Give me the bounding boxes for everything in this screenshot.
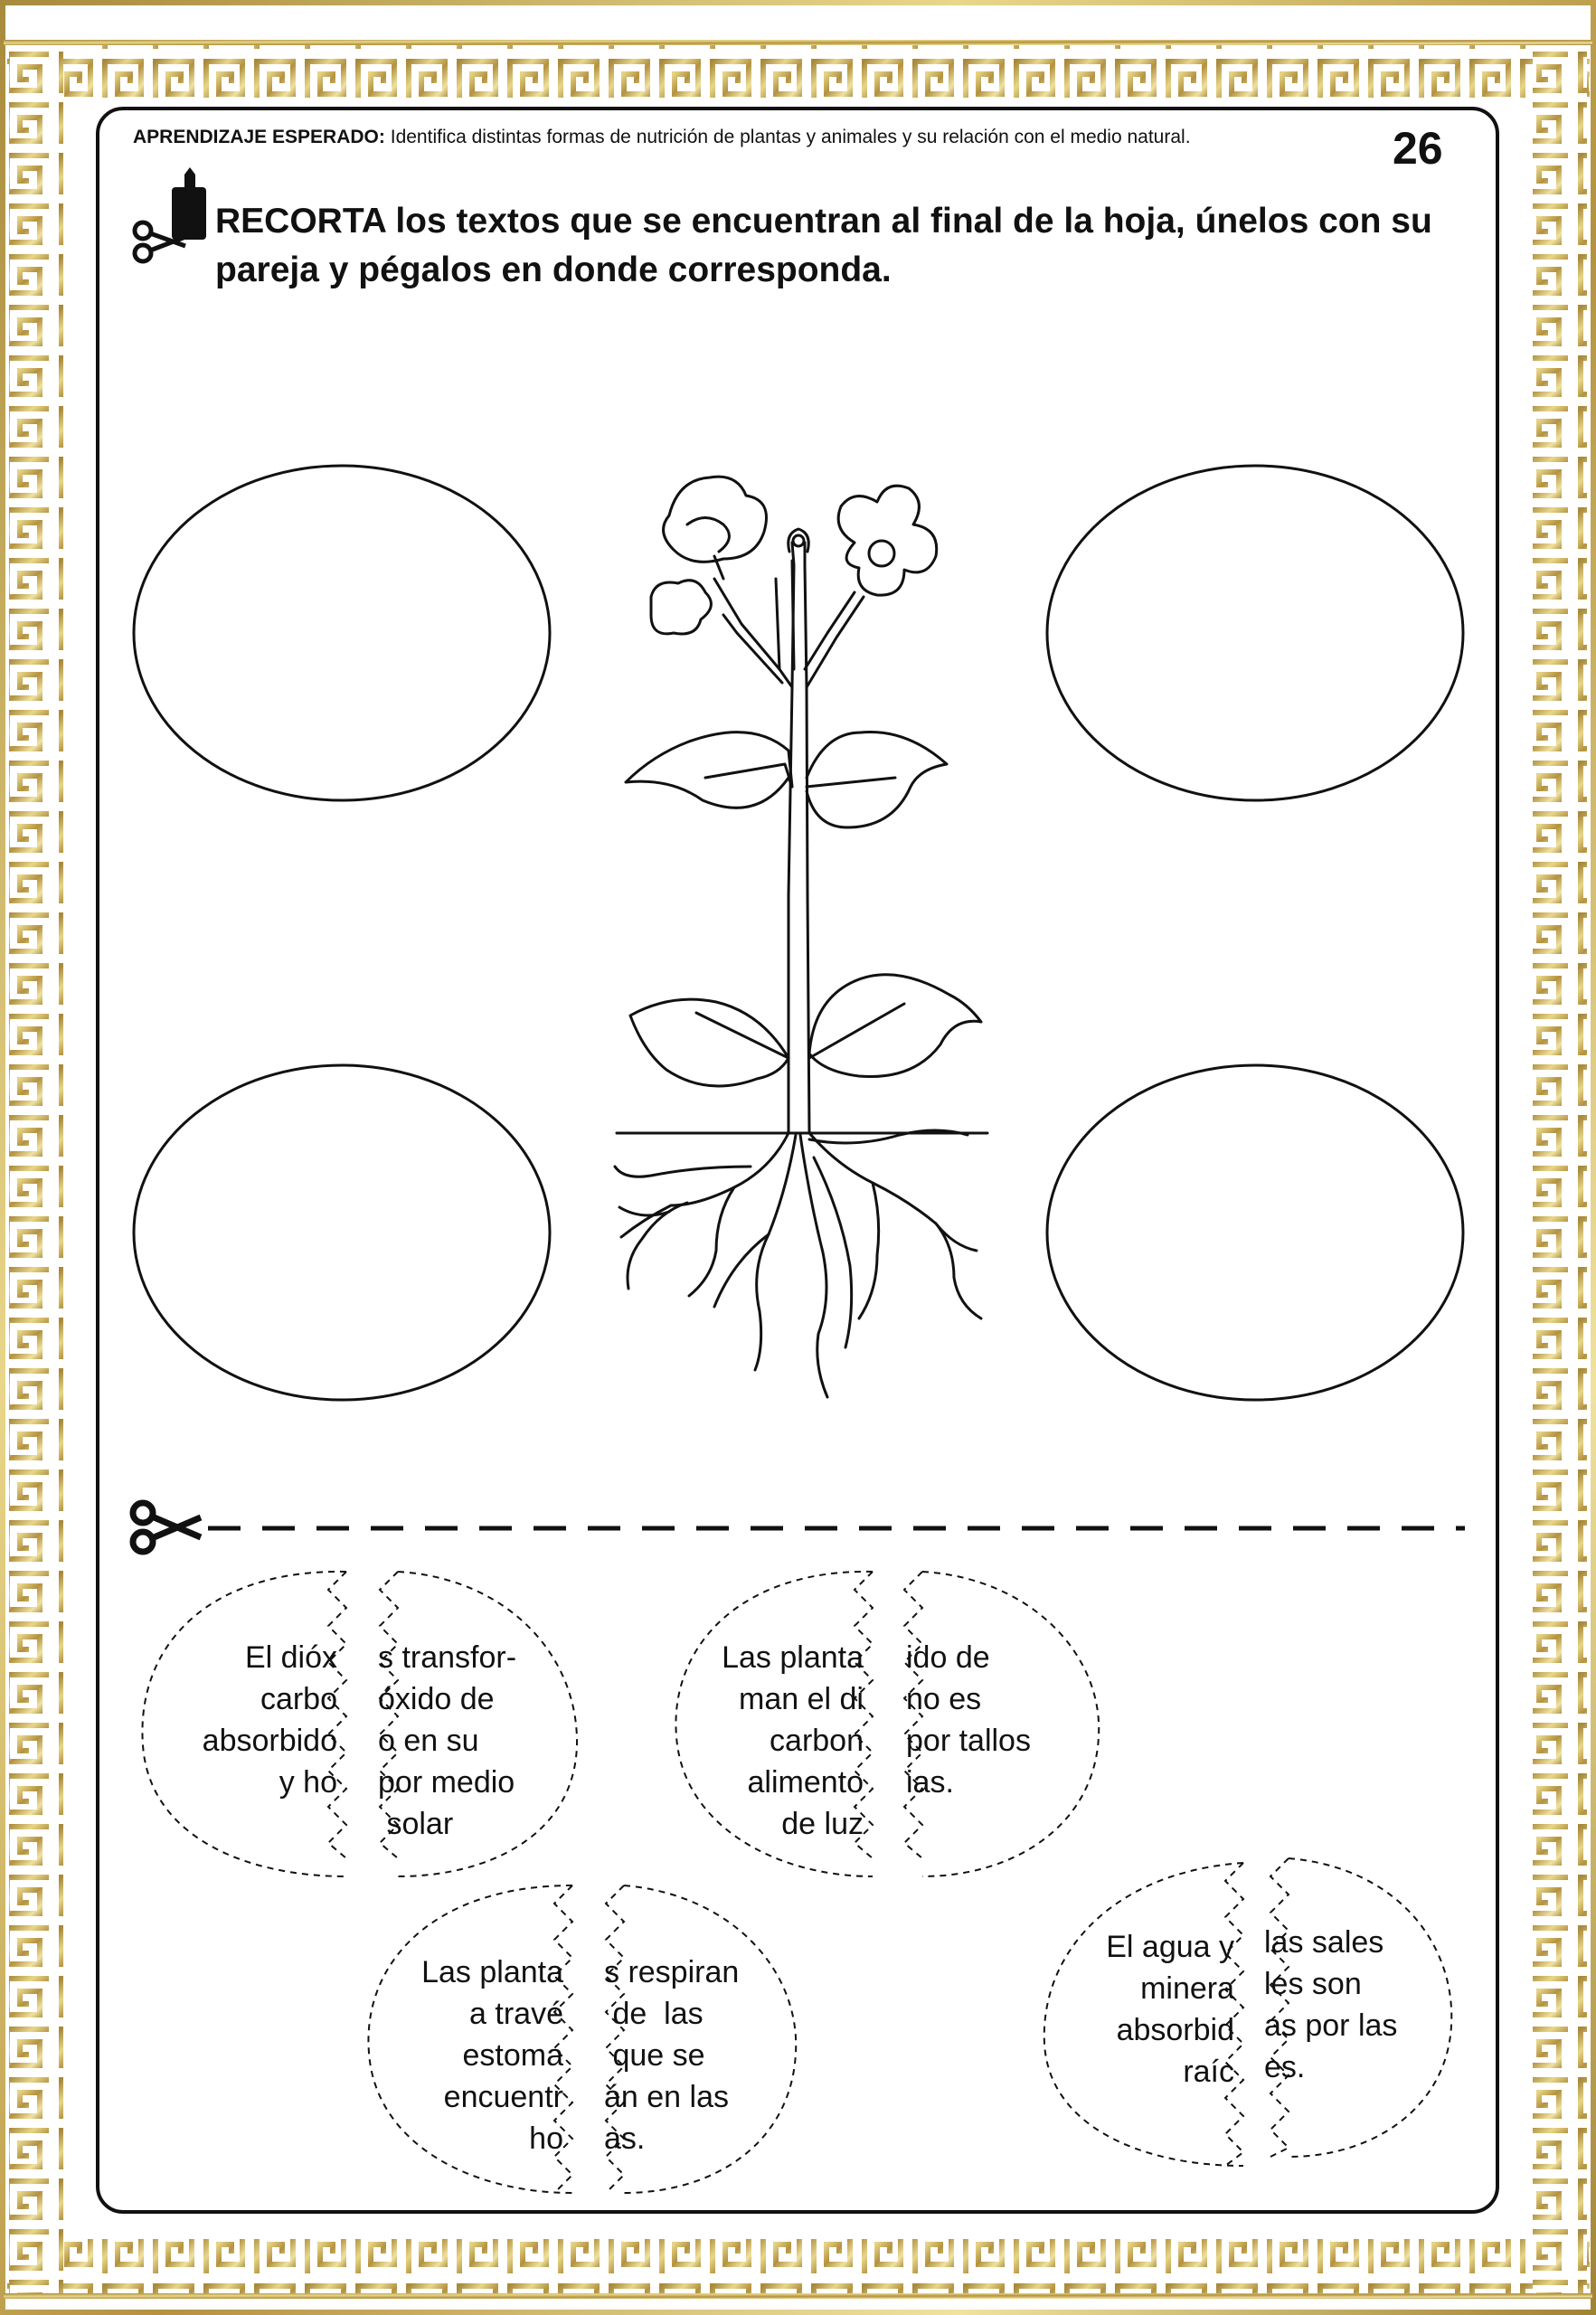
instruction-rest: los textos que se encuentran al final de la hoja, únelos con su pareja y pégalos en donde corresponda. — [215, 202, 1432, 289]
paste-oval-top-right[interactable] — [1047, 466, 1463, 800]
glue-scissors-icon — [135, 167, 206, 261]
egg-4-right-text: las sales les son as por las es. — [1264, 1925, 1398, 2084]
egg-3-right-text: s respiran de las que se án en las as. — [604, 1955, 740, 2156]
egg-1-right-text: s transfor- óxido de o en su por medio solar — [378, 1640, 517, 1841]
egg-1-left-text: El dióx carbo absorbido y ho — [202, 1640, 337, 1800]
instruction-strong: RECORTA — [215, 202, 386, 241]
egg-4-left-text: El agua y minera absorbid raíc — [1106, 1930, 1234, 2089]
paste-oval-top-left[interactable] — [134, 466, 550, 800]
plant-illustration — [615, 477, 987, 1397]
page-number: 26 — [1393, 123, 1443, 174]
egg-2-right-text: ido de no es por tallos ias. — [906, 1640, 1031, 1800]
paste-oval-bottom-right[interactable] — [1047, 1065, 1463, 1400]
learning-objective-label: APRENDIZAJE ESPERADO: — [133, 127, 385, 147]
egg-2-left-text: Las planta man el di carbon alimento de luz — [722, 1640, 864, 1841]
cut-line — [133, 1503, 1465, 1552]
learning-objective-text: Identifica distintas formas de nutrición de plantas y animales y su relación con el medio natural. — [390, 127, 1191, 147]
egg-3-left-text: Las planta a travé estoma encuentr ho — [421, 1955, 563, 2156]
paste-oval-bottom-left[interactable] — [134, 1065, 550, 1400]
